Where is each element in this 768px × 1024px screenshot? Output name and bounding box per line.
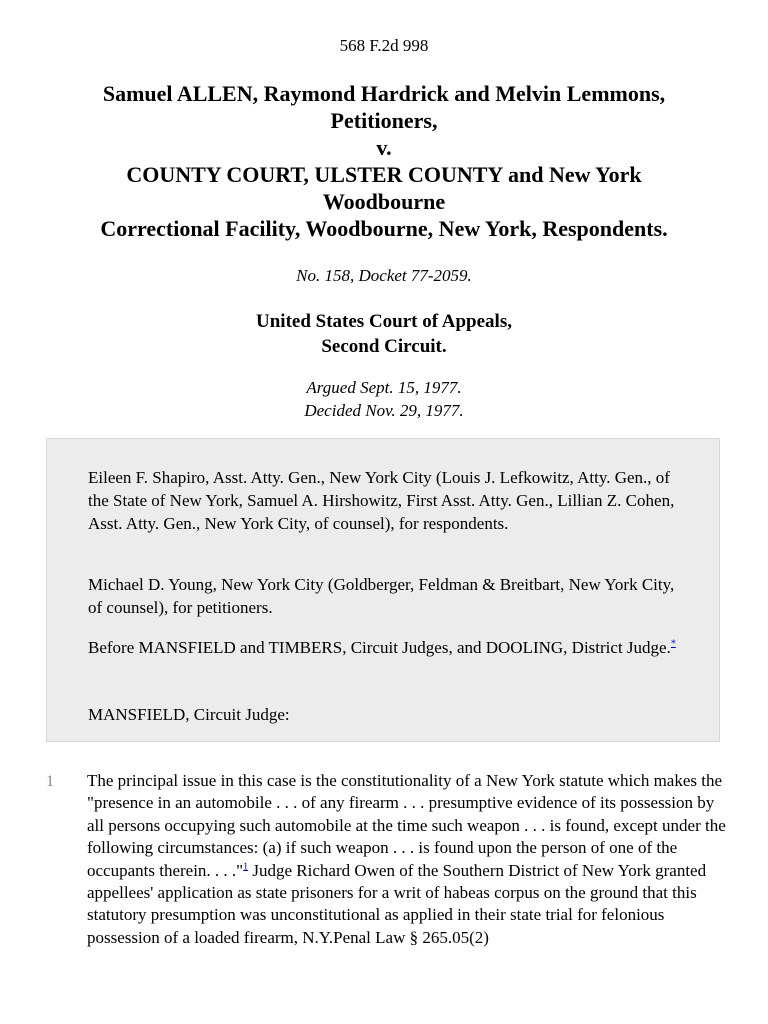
- case-title-line: Correctional Facility, Woodbourne, New York, Respondents.: [100, 216, 668, 241]
- argued-date: Argued Sept. 15, 1977.: [306, 378, 462, 397]
- counsel-petitioners: Michael D. Young, New York City (Goldberger, Feldman & Breitbart, New York City, of counsel), for petitioners.: [88, 575, 675, 617]
- counsel-panel: [46, 438, 720, 742]
- court-name: [0, 309, 768, 359]
- case-title-line: Woodbourne: [322, 189, 446, 214]
- panel-judges: [88, 636, 688, 659]
- decided-date: Decided Nov. 29, 1977.: [304, 401, 464, 420]
- counsel-respondents: Eileen F. Shapiro, Asst. Atty. Gen., New York City (Louis J. Lefkowitz, Atty. Gen., of the State of New York, Samuel A. Hirshowitz, First Asst. Atty. Gen., Lillian Z. Cohen, Asst. Atty. Gen., New York City, of counsel), for respondents.: [88, 468, 675, 533]
- opinion-author: MANSFIELD, Circuit Judge:: [88, 705, 290, 724]
- case-citation: 568 F.2d 998: [339, 36, 429, 55]
- opinion-paragraph-text-continued: Judge Richard Owen of the Southern District of New York granted appellees' application as state prisoners for a writ of habeas corpus on the ground that this statutory presumption was unconstitutional as applied in their state trial for felonious possession of a loaded firearm, N.Y.Penal Law § 265.05(2): [87, 860, 707, 947]
- paragraph-number: 1: [46, 773, 54, 790]
- footnote-link-1[interactable]: 1: [243, 860, 249, 872]
- opinion-paragraph: [87, 770, 727, 949]
- case-title-line: Petitioners,: [330, 108, 438, 133]
- footnote-link-star[interactable]: *: [670, 638, 676, 650]
- case-dates: [0, 376, 768, 422]
- case-title-line: Samuel ALLEN, Raymond Hardrick and Melvin Lemmons,: [102, 81, 666, 106]
- panel-judges-text: Before MANSFIELD and TIMBERS, Circuit Judges, and DOOLING, District Judge.: [88, 638, 671, 657]
- case-title-line: v.: [376, 135, 392, 160]
- case-title-line: COUNTY COURT, ULSTER COUNTY and New York: [126, 162, 642, 187]
- case-title: [30, 80, 738, 242]
- court-circuit-line: Second Circuit.: [321, 336, 447, 357]
- docket-number: No. 158, Docket 77-2059.: [296, 266, 472, 285]
- court-name-line: United States Court of Appeals,: [256, 311, 512, 332]
- opinion-paragraph-text: The principal issue in this case is the constitutionality of a New York statute which makes the "presence in an automobile . . . of any firearm . . . presumptive evidence of its possession by all persons occupying such automobile at the time such weapon . . . is found, except under the following circumstances: (a) if such weapon . . . is found upon the person of one of the occupants therein. . . .": [87, 771, 726, 880]
